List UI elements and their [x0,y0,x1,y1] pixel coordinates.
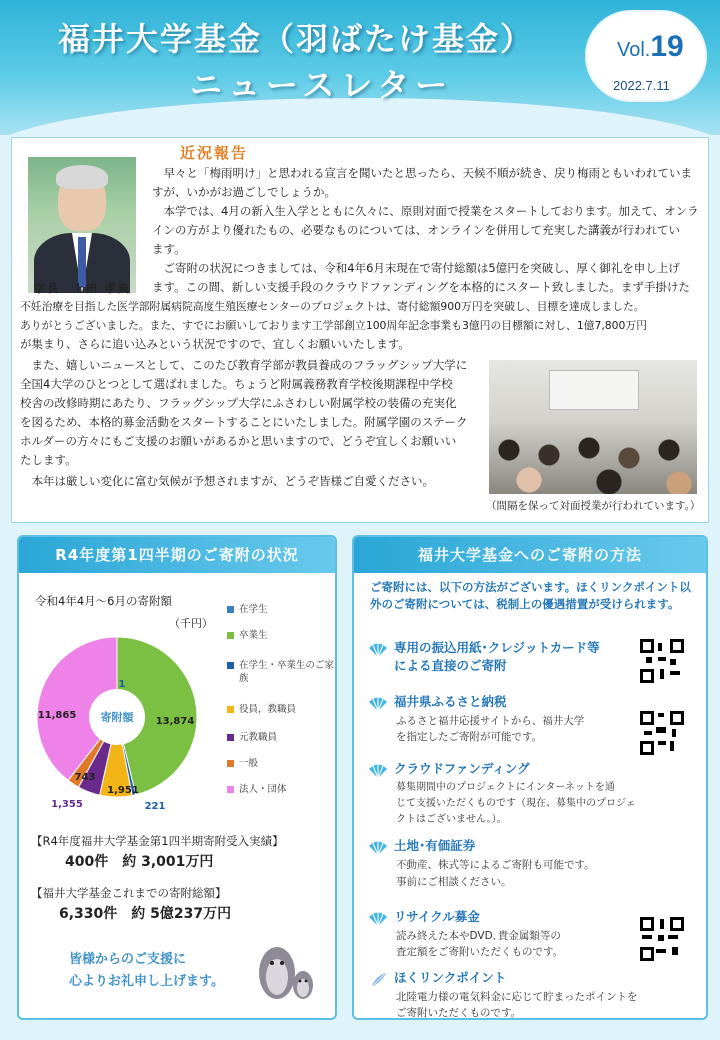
method-direct-title-2: による直接のご寄附 [394,658,507,673]
legend-label: 一般 [239,758,259,769]
method-land-desc-2: 事前にご相談ください。 [396,876,512,888]
method-recycle-desc: 読み終えた本やDVD､貴金属類等の [396,930,561,942]
newsletter-subtitle: ニュースレター [190,66,454,104]
report-line: ありがとうございました。また、すでにお願いしております工学部創立100周年記念事業も3億円の目標額に対し、1億7,800万円 [20,319,648,332]
donation-pie-chart [27,617,227,817]
pie-data-label: 1,951 [107,785,139,796]
report-line: 早々と「梅雨明け」と思われる宣言を聞いたと思ったら、天候不順が続き、戻り梅雨ともいわれていま [152,166,693,180]
newsletter-title: 福井大学基金（羽ばたけ基金） [58,20,535,58]
method-recycle-title: リサイクル募金 [394,909,480,924]
method-crowdfunding-desc: 募集期間中のプロジェクトにインターネットを通 [396,782,615,793]
legend-swatch [227,662,234,669]
legend-swatch [227,786,234,793]
stat-total-value: 6,330件 約 5億237万円 [59,906,232,922]
stat-quarter-head: 【R4年度福井大学基金第1四半期寄附受入実績】 [31,834,284,848]
pie-data-label: 1,355 [51,799,83,810]
report-title: 近況報告 [180,144,249,162]
pie-data-label: 13,874 [155,716,195,727]
shell-icon [368,840,388,856]
donation-methods-panel [352,535,708,1020]
pie-data-label: 743 [74,772,96,783]
report-line: を図るため、本格的募金活動をスタートすることにいたしました。附属学園のステーク [20,415,468,429]
report-line: 全国4大学のひとつとして選ばれました。ちょうど附属義務教育学校後期課程中学校 [20,377,453,391]
thanks-message: 皆様からのご支援に 心よりお礼申し上げます。 [69,952,224,989]
qr-code-direct [640,639,684,683]
report-line: ホルダーの方々にもご支援のお願いがあるかと思いますので、どうぞ宜しくお願いい [20,434,457,448]
method-direct-title: 専用の振込用紙･クレジットカード等 [394,640,600,655]
report-line: 不妊治療を目指した医学部附属病院高度生殖医療センターのプロジェクトは、寄付総額900万円を突破し、目標を達成しました。 [20,300,645,313]
method-furusato-desc-2: を指定したご寄附が可能です。 [396,731,543,743]
volume-number: Vol.19 [617,30,684,63]
report-line: ます。この間、新しい支援手段のクラウドファンディングを本格的にスタート致しました。まず手掛けた [152,280,690,294]
method-hokulink-desc: 北陸電力様の電気料金に応じて貯まったポイントを [396,991,638,1003]
method-land-title: 土地･有価証券 [394,838,476,853]
chart-period: 令和4年4月～6月の寄附額 [35,594,172,608]
methods-intro: ご寄附には、以下の方法がございます。ほくリンクポイント以外のご寄附については、税制上の優遇措置が受けられます。 [370,580,691,611]
report-line: 校舎の改修時期にあたり、フラッグシップ大学にふさわしい附属学校の装備の充実化 [20,396,457,410]
method-hokulink-title: ほくリンクポイント [394,970,507,985]
legend-label: 在学生 [239,604,268,615]
donation-methods-heading: 福井大学基金へのご寄附の方法 [354,537,706,573]
legend-swatch [227,734,234,741]
legend-label: 役員，教職員 [239,704,297,715]
feather-icon [368,972,388,988]
mascot-illustration [249,937,329,1001]
method-hokulink-desc-2: ご寄附いただくものです。 [396,1007,522,1019]
shell-icon [368,642,388,658]
donation-status-panel [17,535,337,1020]
qr-code-icon [640,711,684,755]
report-line: インの方がより優れたもの、必要なものについては、オンラインを併用して充実した講義が行われてい [152,223,680,237]
report-line: 本年は厳しい変化に富む気候が予想されますが、どうぞ皆様ご自愛ください。 [20,474,434,488]
shell-icon [368,763,388,779]
stat-total-head: 【福井大学基金これまでの寄附総額】 [31,886,227,900]
legend-swatch [227,632,234,639]
header-banner [0,0,720,135]
report-line: たします。 [20,453,77,467]
president-caption: 学長 上田 孝典 [34,282,131,295]
qr-code-icon [640,639,684,683]
legend-label: 法人・団体 [239,784,287,795]
stat-quarter-value: 400件 約 3,001万円 [65,854,214,870]
method-crowdfunding-title: クラウドファンディング [394,761,530,776]
legend-swatch [227,706,234,713]
report-line: ご寄附の状況につきましては、令和4年6月末現在で寄付総額は5億円を突破し、厚く御礼を申し上げ [152,261,680,275]
pie-data-label: 11,865 [37,710,77,721]
pie-center-label: 寄附額 [100,711,134,724]
report-line: また、嬉しいニュースとして、このたび教育学部が教員養成のフラッグシップ大学に [20,358,468,372]
qr-code-furusato [640,711,684,755]
method-crowdfunding-desc-3: クトはございません。）。 [396,814,507,825]
shell-icon [368,696,388,712]
method-furusato-desc: ふるさと福井応援サイトから、福井大学 [396,715,585,727]
pie-data-label: 221 [144,801,166,812]
issue-date: 2022.7.11 [613,78,670,93]
president-photo [28,157,136,293]
qr-code-recycle [640,917,684,961]
shell-icon [368,911,388,927]
report-line: が集まり、さらに追い込みという状況ですので、宜しくお願いいたします。 [20,337,410,351]
report-line: ます。 [152,242,186,256]
legend-label: 在学生・卒業生のご家族 [239,660,335,684]
classroom-photo-caption: （間隔を保って対面授業が行われています。） [486,500,701,512]
legend-swatch [227,606,234,613]
report-line: 本学では、4月の新入生入学とともに久々に、原則対面で授業をスタートしております。加えて、オンラ [152,204,699,218]
method-land-desc: 不動産、株式等によるご寄附も可能です。 [396,859,595,871]
donation-status-heading: R4年度第1四半期のご寄附の状況 [19,537,335,573]
legend-label: 元教職員 [239,732,278,743]
qr-code-icon [640,917,684,961]
pie-data-label: 1 [118,679,126,690]
legend-label: 卒業生 [239,630,268,641]
volume-badge [585,10,707,102]
report-line: すが、いかがお過ごしでしょうか。 [152,185,336,199]
chart-unit: （千円） [169,617,213,630]
classroom-photo [489,360,697,494]
method-recycle-desc-2: 査定額をご寄附いただくものです。 [396,946,564,958]
method-crowdfunding-desc-2: じて支援いただくものです（現在、募集中のプロジェ [396,798,636,809]
legend-swatch [227,760,234,767]
recent-report-section [11,137,709,523]
method-furusato-title: 福井県ふるさと納税 [394,694,507,709]
